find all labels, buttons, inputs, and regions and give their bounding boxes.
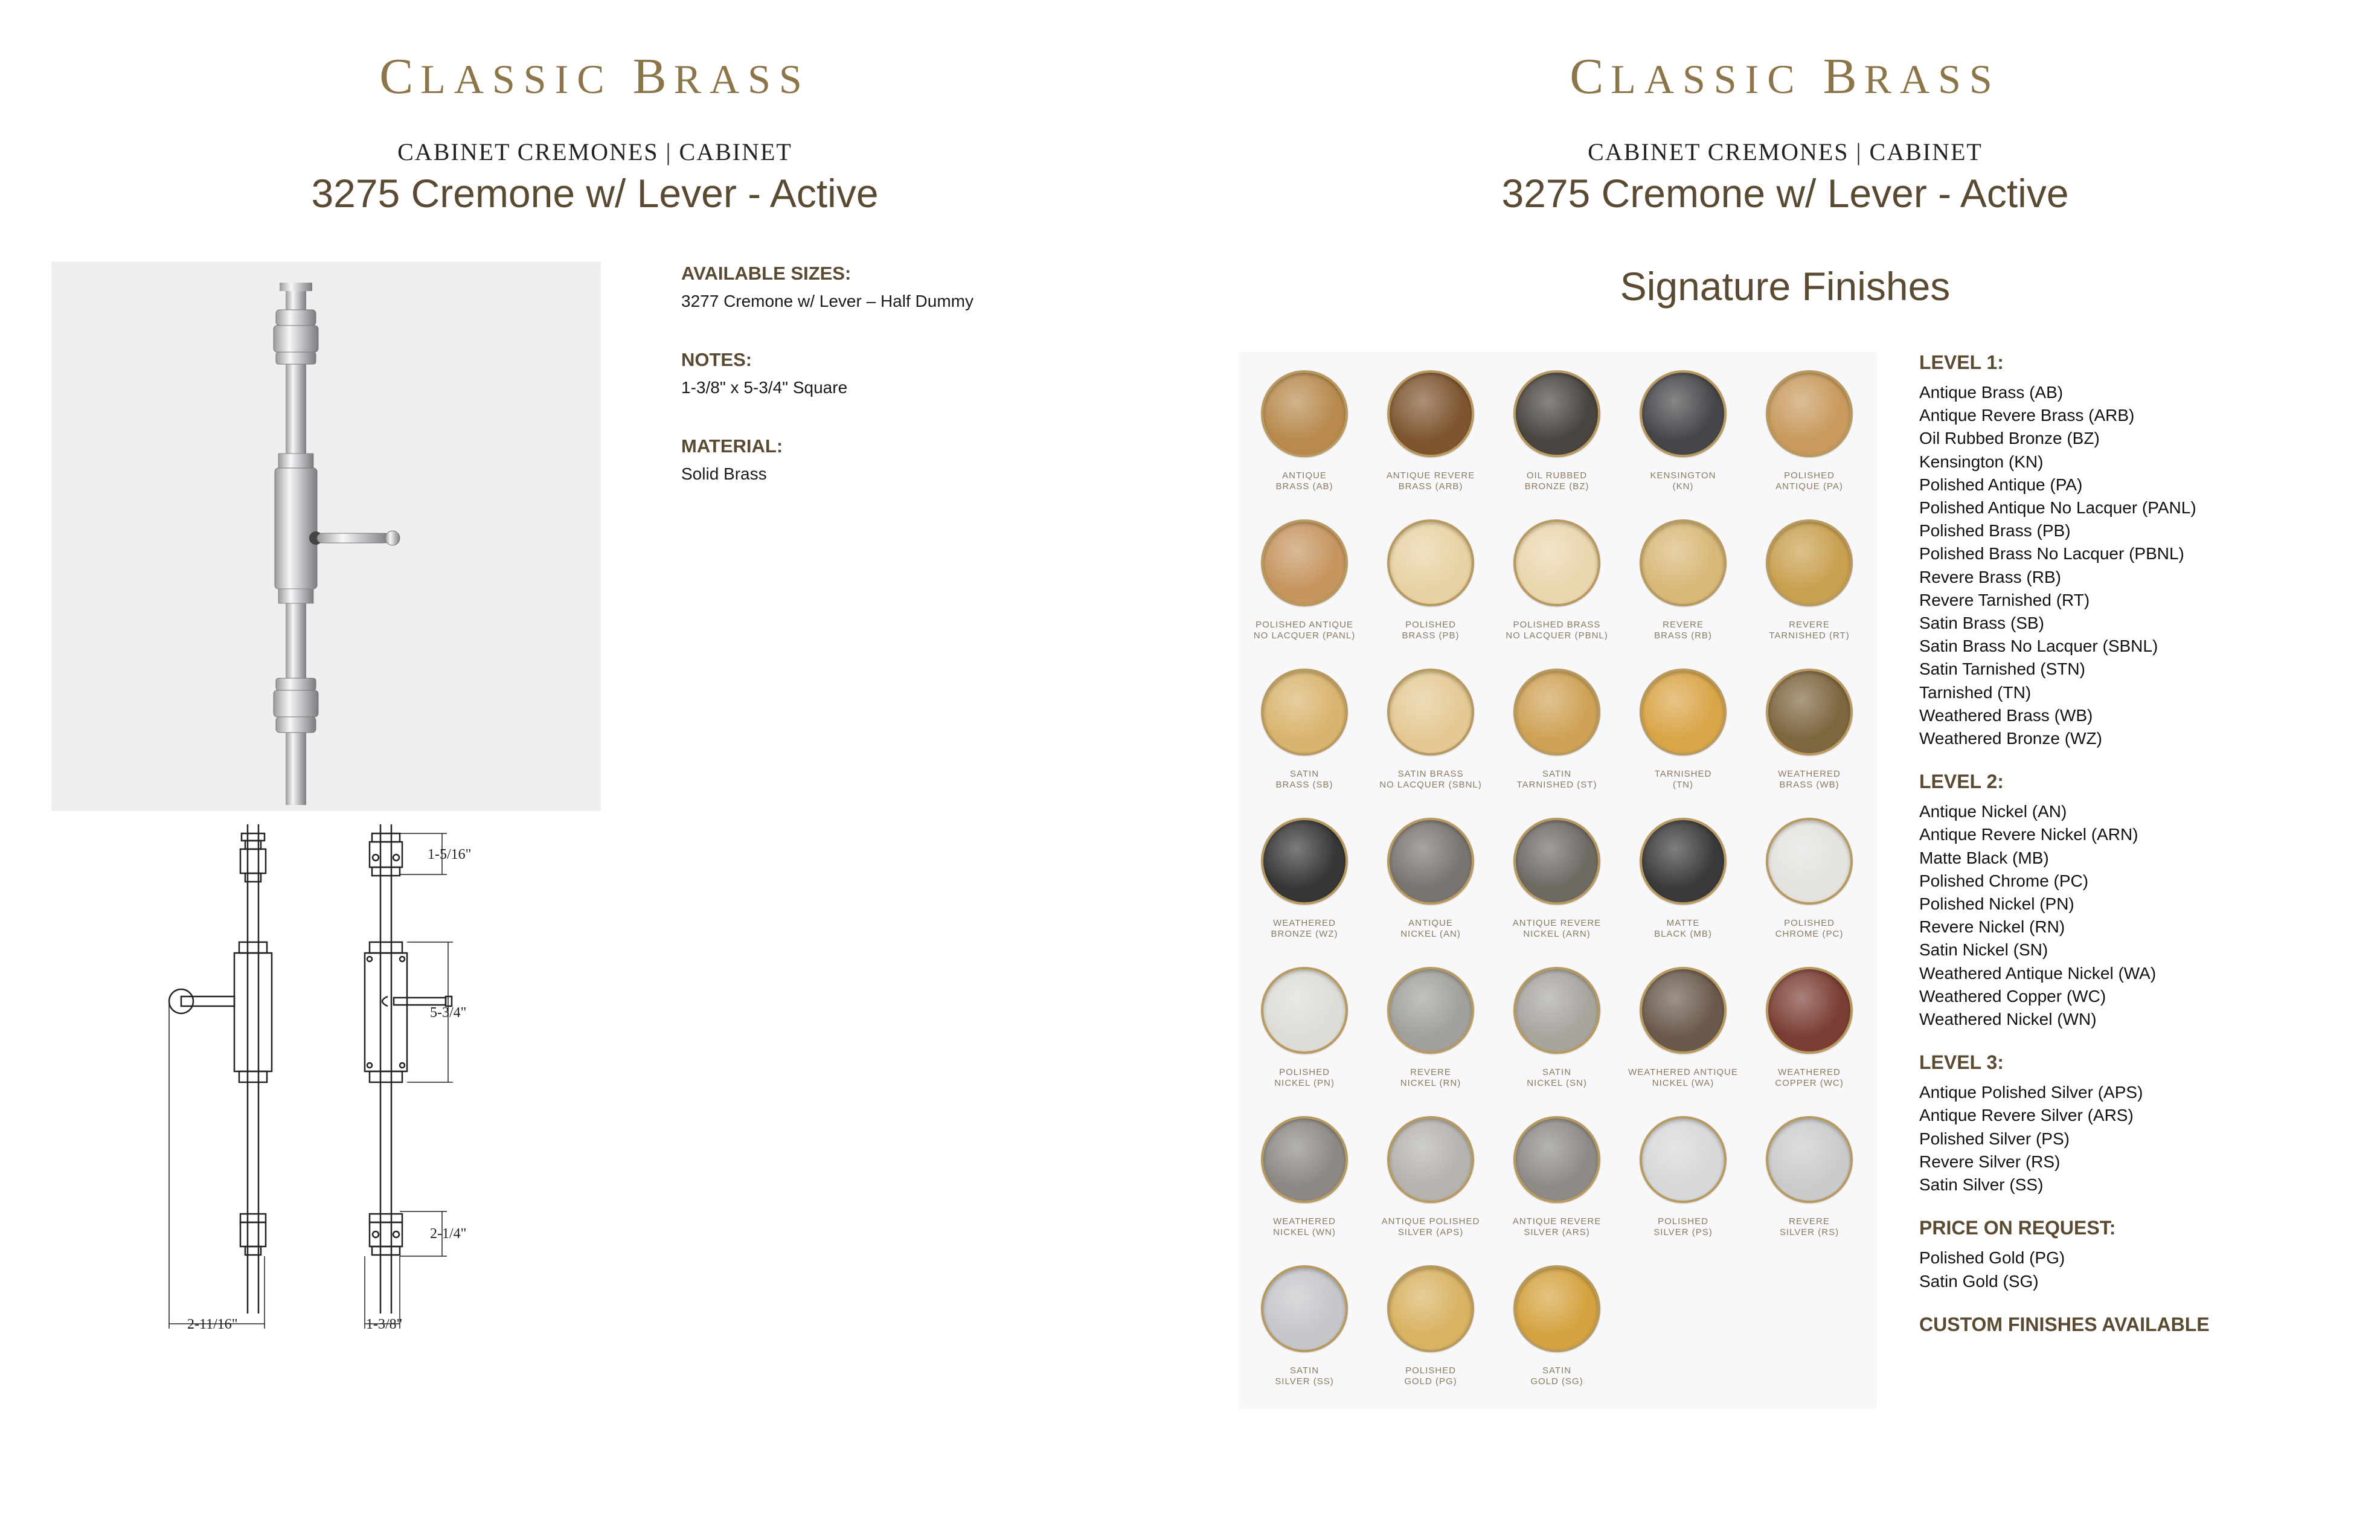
- product-title: 3275 Cremone w/ Lever - Active: [1501, 171, 2069, 216]
- finish-swatch-label: WEATHERED NICKEL (WN): [1273, 1216, 1336, 1237]
- finish-swatch-disc: [1513, 1116, 1600, 1203]
- finish-swatch: [1493, 370, 1620, 492]
- finish-level-item: Polished Nickel (PN): [1919, 894, 2074, 914]
- finish-level-item: Satin Tarnished (STN): [1919, 659, 2085, 679]
- finish-swatch: [1620, 519, 1747, 641]
- finish-swatch-disc: [1387, 1265, 1474, 1352]
- finish-level-item: Polished Gold (PG): [1919, 1248, 2065, 1268]
- finish-swatch-grid: [1239, 352, 1877, 1409]
- finish-swatch-label: ANTIQUE REVERE NICKEL (ARN): [1512, 918, 1602, 939]
- product-title: 3275 Cremone w/ Lever - Active: [311, 171, 879, 216]
- finish-level-group: [1919, 351, 2342, 750]
- finish-swatch-disc: [1513, 519, 1600, 606]
- finish-swatch-disc: [1766, 669, 1853, 756]
- finish-level-item: Oil Rubbed Bronze (BZ): [1919, 429, 2100, 448]
- finish-swatch-disc: [1387, 967, 1474, 1054]
- notes-heading: NOTES:: [681, 349, 752, 370]
- finish-swatch-disc: [1513, 967, 1600, 1054]
- finish-swatch-label: POLISHED GOLD (PG): [1404, 1365, 1457, 1387]
- finish-level-heading: LEVEL 2:: [1919, 771, 2004, 793]
- dimension-drawing-icon: [157, 821, 531, 1353]
- finish-level-item: Tarnished (TN): [1919, 682, 2032, 702]
- finish-level-item: Weathered Copper (WC): [1919, 986, 2106, 1006]
- finish-level-item: Antique Revere Brass (ARB): [1919, 406, 2135, 425]
- finish-swatch-disc: [1640, 519, 1727, 606]
- finish-swatch-label: SATIN GOLD (SG): [1530, 1365, 1583, 1387]
- finish-swatch: [1241, 1116, 1368, 1238]
- finish-swatch-label: REVERE TARNISHED (RT): [1769, 620, 1850, 641]
- finish-swatch: [1493, 967, 1620, 1089]
- finish-swatch-disc: [1766, 370, 1853, 457]
- dim-top-label: 1-5/16": [428, 847, 472, 862]
- finish-swatch: [1746, 818, 1873, 940]
- finish-level-heading: PRICE ON REQUEST:: [1919, 1217, 2116, 1239]
- category-heading: CABINET CREMONES | CABINET: [1588, 138, 1983, 165]
- finish-swatch: [1493, 669, 1620, 791]
- finish-swatch-disc: [1261, 818, 1348, 905]
- finish-swatch-label: POLISHED ANTIQUE (PA): [1775, 470, 1843, 492]
- technical-drawing: [157, 821, 531, 1353]
- finish-level-item: Polished Antique No Lacquer (PANL): [1919, 498, 2196, 518]
- finish-level-item: Weathered Antique Nickel (WA): [1919, 963, 2157, 983]
- finish-swatch-disc: [1387, 818, 1474, 905]
- finish-swatch-disc: [1387, 669, 1474, 756]
- finish-swatch-label: POLISHED NICKEL (PN): [1274, 1067, 1335, 1088]
- category-heading: CABINET CREMONES | CABINET: [397, 138, 792, 165]
- brand-logo: [1190, 47, 2380, 106]
- finish-swatch: [1241, 370, 1368, 492]
- finish-swatch-disc: [1261, 1265, 1348, 1352]
- finish-level-item: Satin Nickel (SN): [1919, 940, 2048, 960]
- brand-logo: [0, 47, 1190, 106]
- finish-level-heading: LEVEL 1:: [1919, 351, 2004, 373]
- finish-swatch-label: SATIN BRASS NO LACQUER (SBNL): [1379, 769, 1482, 790]
- finish-swatch-disc: [1766, 967, 1853, 1054]
- finish-swatch-disc: [1261, 669, 1348, 756]
- finish-swatch-label: SATIN BRASS (SB): [1275, 769, 1333, 790]
- brand-word-classic: LASSIC: [420, 56, 613, 102]
- dim-width-left-label: 2-11/16": [187, 1317, 238, 1332]
- finish-swatch-label: REVERE NICKEL (RN): [1400, 1067, 1461, 1088]
- finish-level-item: Satin Brass (SB): [1919, 614, 2044, 633]
- finish-swatch: [1367, 818, 1494, 940]
- finish-swatch-label: POLISHED SILVER (PS): [1653, 1216, 1713, 1237]
- finish-swatch-disc: [1387, 519, 1474, 606]
- finish-swatch-disc: [1513, 818, 1600, 905]
- finish-swatch-label: POLISHED ANTIQUE NO LACQUER (PANL): [1253, 620, 1356, 641]
- finish-swatch-label: WEATHERED BRASS (WB): [1778, 769, 1841, 790]
- finish-swatch-disc: [1640, 967, 1727, 1054]
- finish-swatch: [1367, 669, 1494, 791]
- finish-level-item: Revere Nickel (RN): [1919, 917, 2065, 937]
- available-sizes-value: 3277 Cremone w/ Lever – Half Dummy: [681, 292, 973, 310]
- finish-swatch-label: ANTIQUE BRASS (AB): [1275, 470, 1333, 492]
- finish-level-item: Antique Revere Silver (ARS): [1919, 1106, 2134, 1125]
- finish-swatch-label: ANTIQUE NICKEL (AN): [1400, 918, 1461, 939]
- finish-level-item: Revere Brass (RB): [1919, 567, 2061, 586]
- finish-swatch: [1746, 519, 1873, 641]
- brand-initial-c: C: [379, 48, 421, 104]
- finish-swatch: [1367, 1116, 1494, 1238]
- brand-initial-c: C: [1570, 48, 1611, 104]
- finish-swatch-disc: [1261, 967, 1348, 1054]
- finish-level-item: Antique Brass (AB): [1919, 383, 2064, 402]
- finish-level-item: Antique Revere Nickel (ARN): [1919, 825, 2138, 844]
- finish-swatch-label: MATTE BLACK (MB): [1654, 918, 1712, 939]
- finish-level-item: Polished Antique (PA): [1919, 475, 2083, 494]
- finish-swatch-disc: [1261, 370, 1348, 457]
- finish-swatch: [1746, 1116, 1873, 1238]
- brand-word-classic: LASSIC: [1611, 56, 1803, 102]
- finish-swatch: [1493, 519, 1620, 641]
- finish-swatch: [1367, 1265, 1494, 1387]
- right-page: [1190, 0, 2380, 1540]
- finish-swatch-disc: [1513, 370, 1600, 457]
- finish-level-item: Weathered Nickel (WN): [1919, 1010, 2097, 1029]
- finish-swatch: [1620, 669, 1747, 791]
- dim-lower-label: 2-1/4": [430, 1226, 467, 1242]
- finish-swatch-disc: [1640, 669, 1727, 756]
- finish-swatch-disc: [1513, 1265, 1600, 1352]
- brand-initial-b: B: [632, 48, 674, 104]
- finish-level-item: Satin Gold (SG): [1919, 1271, 2039, 1291]
- finish-swatch-label: REVERE SILVER (RS): [1779, 1216, 1840, 1237]
- signature-finishes-title: Signature Finishes: [1620, 264, 1951, 309]
- finish-swatch: [1241, 519, 1368, 641]
- finish-level-group: [1919, 1051, 2342, 1196]
- finish-level-item: Polished Brass No Lacquer (PBNL): [1919, 544, 2184, 563]
- finish-swatch-disc: [1261, 519, 1348, 606]
- finish-swatch-disc: [1261, 1116, 1348, 1203]
- finish-level-item: Antique Polished Silver (APS): [1919, 1083, 2143, 1102]
- finish-swatch-label: REVERE BRASS (RB): [1654, 620, 1712, 641]
- finish-level-heading: LEVEL 3:: [1919, 1051, 2004, 1074]
- material-value: Solid Brass: [681, 464, 767, 483]
- product-photo: [51, 261, 601, 811]
- available-sizes-block: [681, 263, 1104, 311]
- finish-level-item: Polished Silver (PS): [1919, 1129, 2070, 1148]
- finish-swatch: [1493, 1265, 1620, 1387]
- finish-levels-list: [1919, 351, 2342, 1336]
- custom-finishes-note: CUSTOM FINISHES AVAILABLE: [1919, 1313, 2210, 1335]
- finish-swatch-label: WEATHERED BRONZE (WZ): [1271, 918, 1338, 939]
- cremone-photo-icon: [51, 261, 601, 811]
- available-sizes-heading: AVAILABLE SIZES:: [681, 263, 852, 284]
- finish-swatch-label: KENSINGTON (KN): [1650, 470, 1716, 492]
- finish-swatch: [1620, 370, 1747, 492]
- finish-swatch-disc: [1387, 1116, 1474, 1203]
- finish-level-item: Polished Brass (PB): [1919, 521, 2071, 541]
- finish-swatch-label: ANTIQUE REVERE BRASS (ARB): [1386, 470, 1475, 492]
- finish-swatch-label: TARNISHED (TN): [1654, 769, 1712, 790]
- brand-word-brass: RASS: [1864, 56, 2001, 102]
- finish-swatch: [1493, 1116, 1620, 1238]
- finish-swatch-disc: [1766, 519, 1853, 606]
- notes-value: 1-3/8" x 5-3/4" Square: [681, 378, 848, 397]
- brand-word-brass: RASS: [673, 56, 810, 102]
- finish-swatch: [1367, 967, 1494, 1089]
- finish-level-item: Polished Chrome (PC): [1919, 871, 2089, 890]
- finish-level-group: [1919, 771, 2342, 1031]
- notes-block: [681, 349, 1104, 397]
- material-block: [681, 435, 1104, 484]
- finish-swatch: [1241, 669, 1368, 791]
- finish-swatch: [1367, 519, 1494, 641]
- finish-swatch-label: POLISHED CHROME (PC): [1775, 918, 1844, 939]
- finish-swatch: [1241, 967, 1368, 1089]
- finish-level-item: Matte Black (MB): [1919, 848, 2049, 867]
- finish-level-item: Weathered Brass (WB): [1919, 705, 2093, 725]
- finish-level-item: Revere Silver (RS): [1919, 1152, 2061, 1171]
- finish-swatch-disc: [1640, 818, 1727, 905]
- finish-level-item: Satin Silver (SS): [1919, 1175, 2044, 1195]
- finish-level-item: Antique Nickel (AN): [1919, 802, 2067, 821]
- material-heading: MATERIAL:: [681, 435, 783, 457]
- dim-middle-label: 5-3/4": [430, 1005, 467, 1021]
- finish-level-item: Weathered Bronze (WZ): [1919, 729, 2102, 748]
- finish-swatch-label: POLISHED BRASS (PB): [1402, 620, 1460, 641]
- finish-swatch: [1746, 669, 1873, 791]
- finish-swatch-disc: [1640, 1116, 1727, 1203]
- dim-width-right-label: 1-3/8": [366, 1317, 403, 1332]
- finish-swatch: [1367, 370, 1494, 492]
- finish-swatch-label: OIL RUBBED BRONZE (BZ): [1524, 470, 1589, 492]
- finish-swatch: [1241, 1265, 1368, 1387]
- brand-initial-b: B: [1823, 48, 1864, 104]
- finish-swatch-label: ANTIQUE POLISHED SILVER (APS): [1381, 1216, 1480, 1237]
- finish-swatch-label: ANTIQUE REVERE SILVER (ARS): [1512, 1216, 1602, 1237]
- finish-swatch-label: SATIN NICKEL (SN): [1527, 1067, 1587, 1088]
- finish-swatch-disc: [1387, 370, 1474, 457]
- finish-swatch: [1620, 967, 1747, 1089]
- finish-swatch: [1620, 818, 1747, 940]
- finish-swatch: [1493, 818, 1620, 940]
- finish-swatch-label: WEATHERED ANTIQUE NICKEL (WA): [1628, 1067, 1738, 1088]
- finish-swatch: [1241, 818, 1368, 940]
- finish-swatch: [1746, 370, 1873, 492]
- finish-swatch-label: SATIN TARNISHED (ST): [1516, 769, 1597, 790]
- finish-swatch-disc: [1766, 818, 1853, 905]
- finish-level-item: Kensington (KN): [1919, 452, 2044, 471]
- finish-swatch-label: WEATHERED COPPER (WC): [1775, 1067, 1844, 1088]
- finish-swatch: [1620, 1116, 1747, 1238]
- finish-swatch-disc: [1766, 1116, 1853, 1203]
- finish-swatch-disc: [1513, 669, 1600, 756]
- finish-level-item: Satin Brass No Lacquer (SBNL): [1919, 637, 2158, 656]
- finish-level-group: [1919, 1217, 2342, 1292]
- finish-swatch: [1746, 967, 1873, 1089]
- finish-level-item: Revere Tarnished (RT): [1919, 590, 2090, 609]
- finish-swatch-label: SATIN SILVER (SS): [1275, 1365, 1334, 1387]
- finish-swatch-label: POLISHED BRASS NO LACQUER (PBNL): [1506, 620, 1608, 641]
- finish-swatch-disc: [1640, 370, 1727, 457]
